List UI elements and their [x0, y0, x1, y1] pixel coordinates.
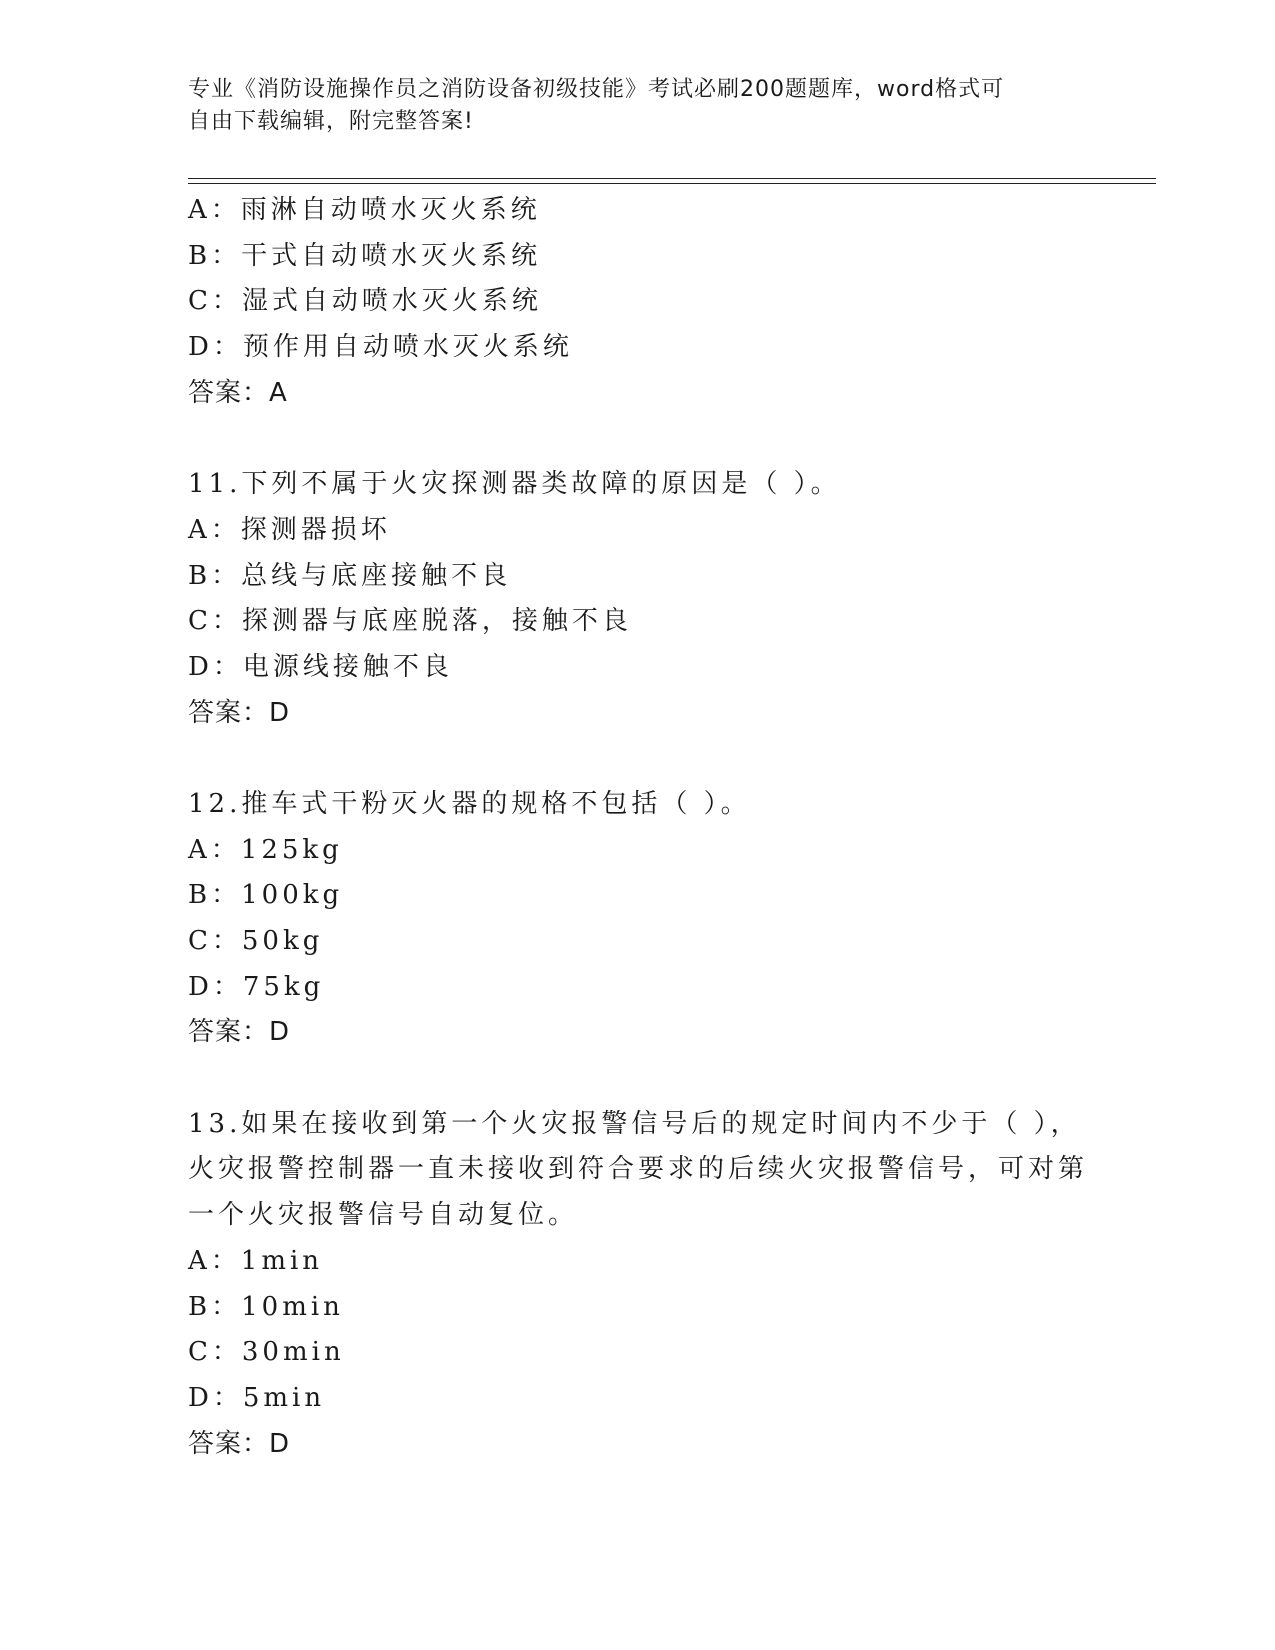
answer: 答案：D: [188, 697, 291, 728]
header-line-2: 自由下载编辑，附完整答案!: [188, 109, 474, 134]
option-d: D：75kg: [188, 971, 325, 1002]
option-a: A：探测器损坏: [188, 514, 391, 545]
question-text: 11.下列不属于火灾探测器类故障的原因是（ ）。: [188, 469, 841, 500]
option-a: A：125kg: [188, 834, 343, 865]
option-b: B：10min: [188, 1291, 344, 1322]
question-10: [188, 188, 1068, 416]
question-text-line-2: 火灾报警控制器一直未接收到符合要求的后续火灾报警信号，可对第: [188, 1154, 1089, 1185]
question-13: [188, 1102, 1089, 1468]
question-text: 12.推车式干粉灭火器的规格不包括（ ）。: [188, 788, 751, 819]
option-a: A：1min: [188, 1245, 324, 1276]
header-divider-bottom: [188, 183, 1156, 184]
option-b: B：干式自动喷水灭火系统: [188, 240, 542, 271]
question-11: [188, 462, 1068, 736]
option-c: C：探测器与底座脱落，接触不良: [188, 606, 632, 637]
option-c: C：30min: [188, 1337, 345, 1368]
option-a: A：雨淋自动喷水灭火系统: [188, 195, 541, 225]
spacer: [188, 736, 1068, 782]
option-b: B：总线与底座接触不良: [188, 560, 512, 591]
option-b: B：100kg: [188, 880, 344, 911]
question-text-line-1: 13.如果在接收到第一个火灾报警信号后的规定时间内不少于（ ），: [188, 1108, 1081, 1139]
option-c: C：50kg: [188, 926, 324, 956]
answer: 答案：D: [188, 1017, 291, 1048]
answer: 答案：D: [188, 1428, 291, 1459]
question-text-line-3: 一个火灾报警信号自动复位。: [188, 1200, 579, 1231]
question-12: [188, 782, 1068, 1056]
answer: 答案：A: [188, 377, 288, 408]
option-d: D：电源线接触不良: [188, 651, 453, 682]
option-c: C：湿式自动喷水灭火系统: [188, 286, 542, 317]
header-divider-top: [188, 178, 1156, 179]
spacer: [188, 416, 1068, 462]
question-list: [188, 188, 1089, 1467]
option-d: D：预作用自动喷水灭火系统: [188, 332, 573, 363]
spacer: [188, 1056, 1068, 1102]
option-d: D：5min: [188, 1382, 326, 1413]
header-line-1: 专业《消防设施操作员之消防设备初级技能》考试必刷200题题库，word格式可: [188, 77, 1005, 102]
document-header: [188, 74, 1068, 138]
